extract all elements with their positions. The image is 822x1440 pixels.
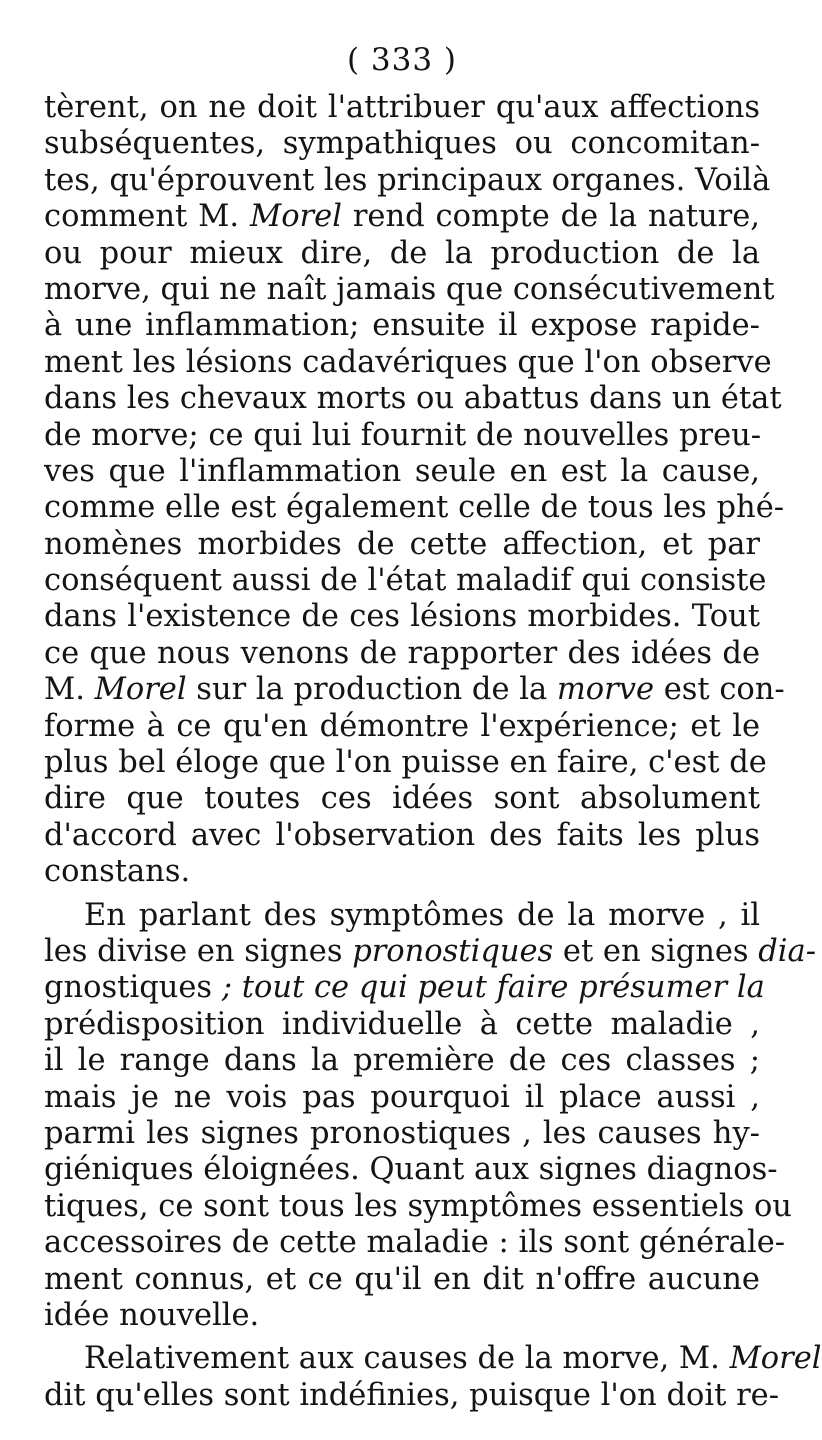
text-line: comment M. Morel rend compte de la nature,	[44, 199, 760, 235]
text-line: tiques, ce sont tous les symptômes essentiels ou	[44, 1188, 792, 1224]
text-line: morve, qui ne naît jamais que consécutivement	[44, 271, 775, 307]
text-line: de morve; ce qui lui fournit de nouvelles preu-	[44, 417, 762, 453]
text-line: tes, qu'éprouvent les principaux organes. Voilà	[44, 162, 771, 198]
text-line: gnostiques ; tout ce qui peut faire présumer la	[44, 970, 765, 1006]
text-line: il le range dans la première de ces classes ;	[44, 1043, 760, 1079]
text-line: idée nouvelle.	[44, 1297, 260, 1333]
text-line: giéniques éloignées. Quant aux signes diagnos-	[44, 1152, 778, 1188]
text-line: dire que toutes ces idées sont absolument	[44, 781, 760, 817]
text-line: conséquent aussi de l'état maladif qui consiste	[44, 563, 767, 599]
text-line: ment les lésions cadavériques que l'on observe	[44, 344, 772, 380]
text-line: subséquentes, sympathiques ou concomitan-	[44, 126, 760, 162]
text-line: accessoires de cette maladie : ils sont générale-	[44, 1225, 786, 1261]
text-line: parmi les signes pronostiques , les causes hy-	[44, 1115, 760, 1151]
text-line: comme elle est également celle de tous les phé-	[44, 490, 785, 526]
text-line: forme à ce qu'en démontre l'expérience; et le	[44, 708, 760, 744]
text-line: Relativement aux causes de la morve, M. Morel	[84, 1341, 822, 1377]
text-line: mais je ne vois pas pourquoi il place aussi ,	[44, 1079, 760, 1115]
text-line: dans l'existence de ces lésions morbides. Tout	[44, 599, 760, 635]
text-line: plus bel éloge que l'on puisse en faire, c'est de	[44, 745, 767, 781]
text-line: ves que l'inflammation seule en est la cause,	[44, 453, 760, 489]
text-line: ment connus, et ce qu'il en dit n'offre aucune	[44, 1261, 760, 1297]
text-line: dit qu'elles sont indéfinies, puisque l'on doit re-	[44, 1377, 780, 1413]
text-line: d'accord avec l'observation des faits les plus	[44, 817, 760, 853]
page-number: ( 333 )	[346, 42, 458, 78]
text-line: ce que nous venons de rapporter des idées de	[44, 635, 760, 671]
text-line: dans les chevaux morts ou abattus dans un état	[44, 381, 782, 417]
text-line: constans.	[44, 854, 191, 890]
text-line: à une inflammation; ensuite il expose rapide-	[44, 308, 760, 344]
text-line: ou pour mieux dire, de la production de la	[44, 235, 760, 271]
text-line: tèrent, on ne doit l'attribuer qu'aux affections	[44, 90, 760, 125]
text-line: les divise en signes pronostiques et en signes dia-	[44, 933, 817, 969]
text-line: prédisposition individuelle à cette maladie ,	[44, 1006, 760, 1042]
body-text	[44, 90, 822, 1414]
text-line: nomènes morbides de cette affection, et par	[44, 526, 760, 562]
text-line: M. Morel sur la production de la morve est con-	[44, 672, 785, 708]
text-line: En parlant des symptômes de la morve , il	[84, 897, 760, 933]
